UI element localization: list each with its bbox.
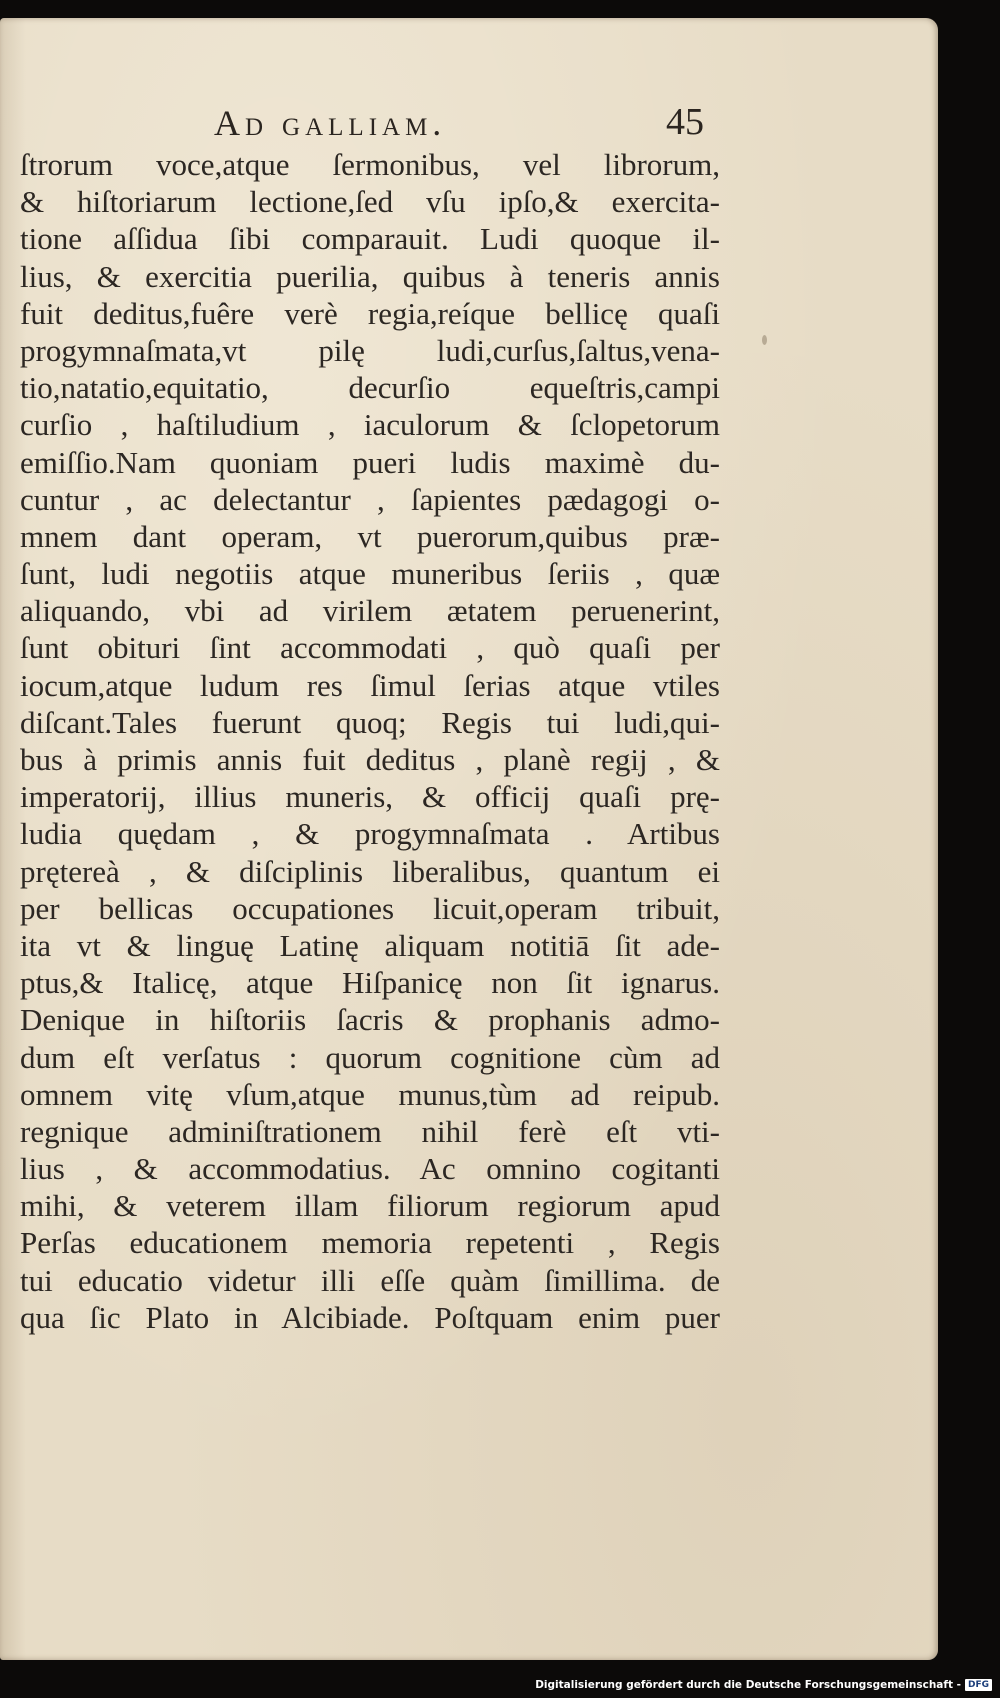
text-line: bus à primis annis fuit deditus , planè regij , & <box>20 742 720 777</box>
text-line: mihi, & veterem illam filiorum regiorum apud <box>20 1188 720 1224</box>
text-line: omnem vitę vſum,atque munus,tùm ad reipub. <box>20 1076 720 1112</box>
text-line: ludia quędam , & progymnaſmata . Artibus <box>20 816 720 852</box>
text-line: mnem dant operam, vt puerorum,quibus præ- <box>20 518 720 554</box>
digitization-credit <box>535 1676 992 1694</box>
text-block <box>20 146 720 1336</box>
text-line: ptus,& Italicę, atque Hiſpanicę non ſit ignarus. <box>20 965 720 1001</box>
text-line: lius, & exercitia puerilia, quibus à teneris annis <box>20 258 720 294</box>
text-line: tione aſſidua ſibi comparauit. Ludi quoque il- <box>20 221 720 257</box>
text-line: Denique in hiſtoriis ſacris & prophanis admo- <box>20 1002 720 1038</box>
book-page <box>0 18 938 1660</box>
text-line: cuntur , ac delectantur , ſapientes pædagogi o- <box>20 481 720 517</box>
text-line: aliquando, vbi ad virilem ætatem peruenerint, <box>20 593 720 629</box>
text-line: emiſſio.Nam quoniam pueri ludis maximè du- <box>20 444 720 480</box>
text-line: Perſas educationem memoria repetenti , Regis <box>20 1225 720 1261</box>
text-line: per bellicas occupationes licuit,operam tribuit, <box>20 890 720 926</box>
text-line: qua ſic Plato in Alcibiade. Poſtquam enim puer <box>20 1299 720 1335</box>
text-line: progymnaſmata,vt pilę ludi,curſus,ſaltus,vena- <box>20 332 720 368</box>
text-line: regnique adminiſtrationem nihil ferè eſt vti- <box>20 1113 720 1149</box>
dfg-logo-icon: DFG <box>965 1679 992 1691</box>
text-line: ſunt, ludi negotiis atque muneribus ſeriis , quæ <box>20 556 720 592</box>
text-line: ita vt & linguę Latinę aliquam notitiā ſit ade- <box>20 927 720 963</box>
text-line: tui educatio videtur illi eſſe quàm ſimillima. de <box>20 1262 720 1298</box>
running-head: Ad galliam. <box>214 103 447 143</box>
text-line: imperatorij, illius muneris, & officij quaſi prę- <box>20 779 720 815</box>
text-line: dum eſt verſatus : quorum cognitione cùm ad <box>20 1039 720 1075</box>
credit-text: Digitalisierung gefördert durch die Deutsche Forschungsgemeinschaft - <box>535 1679 961 1691</box>
text-line: ſunt obituri ſint accommodati , quò quaſi per <box>20 630 720 666</box>
text-line: diſcant.Tales fuerunt quoq; Regis tui ludi,qui- <box>20 704 720 740</box>
text-line: fuit deditus,fuêre verè regia,reíque bellicę quaſi <box>20 295 720 331</box>
text-line: prętereà , & diſciplinis liberalibus, quantum ei <box>20 853 720 889</box>
paper-speck <box>762 335 767 345</box>
text-line: ſtrorum voce,atque ſermonibus, vel librorum, <box>20 147 720 182</box>
text-line: lius , & accommodatius. Ac omnino cogitanti <box>20 1151 720 1187</box>
text-line: tio,natatio,equitatio, decurſio equeſtris,campi <box>20 370 720 406</box>
text-line: iocum,atque ludum res ſimul ſerias atque vtiles <box>20 667 720 703</box>
page-number: 45 <box>666 101 704 143</box>
text-line: curſio , haſtiludium , iaculorum & ſclopetorum <box>20 407 720 443</box>
text-line: & hiſtoriarum lectione,ſed vſu ipſo,& exercita- <box>20 184 720 220</box>
